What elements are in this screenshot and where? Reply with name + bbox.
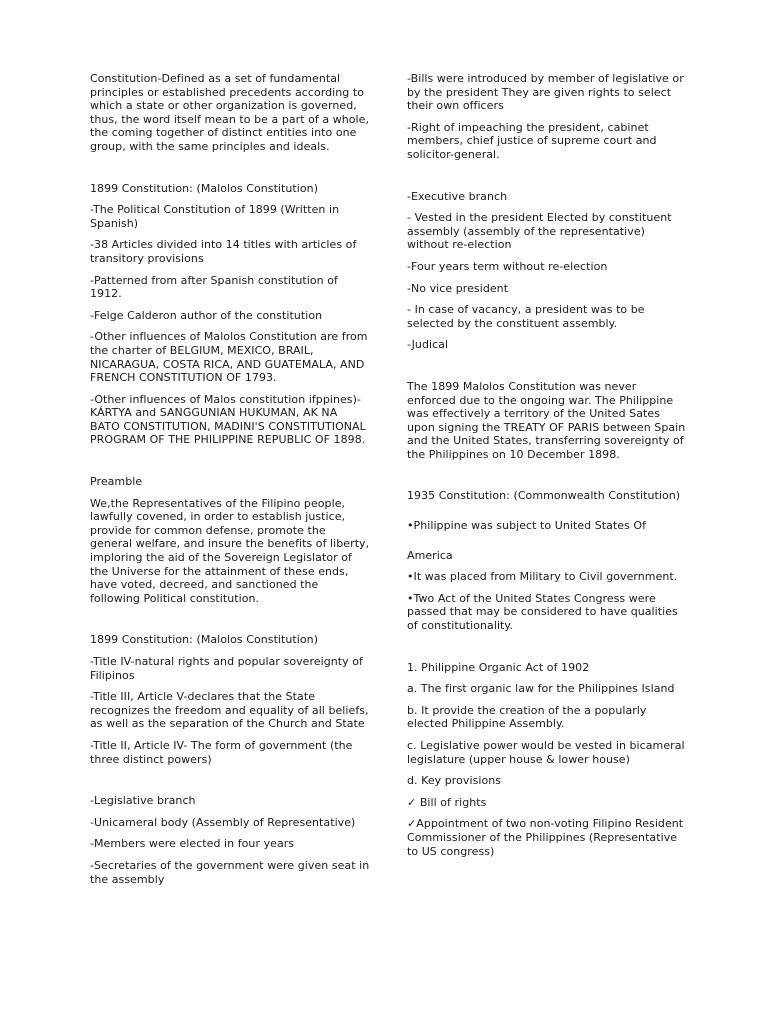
- paragraph-title-iv: -Title IV-natural rights and popular sovereignty of Filipinos: [90, 655, 363, 682]
- paragraph-impeaching: -Right of impeaching the president, cabinet members, chief justice of supreme court and solicitor-general.: [407, 120, 657, 161]
- paragraph-influences: -Other influences of Malolos Constitution are from the charter of BELGIUM, MEXICO, BRAIL, NICARAGUA, COSTA RICA, AND GUATEMALA, AND FRENCH CONSTITUTION OF 1793.: [90, 330, 368, 385]
- paragraph-bills: -Bills were introduced by member of legislative or by the president They are given rights to select their own officers: [407, 72, 684, 113]
- paragraph-vacancy: - In case of vacancy, a president was to be selected by the constituent assembly.: [407, 303, 645, 330]
- constitution-definition: Constitution-Defined as a set of fundamental principles or established precedents according to which a state or other organization is governed, thus, the word itself mean to be a part of a whole, the coming together of distinct entities into one group, with the same principles and ideals.: [90, 72, 370, 153]
- paragraph-patterned: -Patterned from after Spanish constitution of 1912.: [90, 273, 338, 301]
- paragraph-title-iii: -Title III, Article V-declares that the State recognizes the freedom and equality of all beliefs, as well as the separation of the Church and State: [90, 690, 369, 731]
- heading-1935-constitution: 1935 Constitution: (Commonwealth Constitution): [407, 489, 681, 503]
- paragraph-subject-us: •Philippine was subject to United States Of: [407, 519, 647, 533]
- heading-1899-constitution: 1899 Constitution: (Malolos Constitution): [90, 181, 319, 195]
- paragraph-america: America: [407, 548, 453, 562]
- paragraph-four-years-term: -Four years term without re-election: [407, 259, 608, 273]
- paragraph-political-constitution: -The Political Constitution of 1899 (Written in Spanish): [90, 203, 340, 230]
- paragraph-title-ii: -Title II, Article IV- The form of government (the three distinct powers): [90, 738, 353, 766]
- preamble-text: We,the Representatives of the Filipino people, lawfully covened, in order to establish justice, provide for common defense, promote the general welfare, and insure the benefits of liberty, imploring the aid of the Sovereign Legislator of the Universe for the attainment of these ends, have voted, decreed, and sanctioned the following Political constitution.: [90, 496, 370, 605]
- paragraph-judical: -Judical: [407, 338, 449, 352]
- paragraph-military-civil: •It was placed from Military to Civil government.: [407, 570, 678, 584]
- paragraph-item-a: a. The first organic law for the Philippines Island: [407, 682, 675, 696]
- paragraph-two-acts: •Two Act of the United States Congress were passed that may be considered to have qualities of constitutionality.: [407, 591, 678, 633]
- paragraph-author: -Felge Calderon author of the constitution: [90, 308, 323, 322]
- paragraph-never-enforced: The 1899 Malolos Constitution was never enforced due to the ongoing war. The Philippine was effectively a territory of the United Sates upon signing the TREATY OF PARIS between Spain and the United States, transferring sovereignty of the Philippines on 10 December 1898.: [407, 379, 686, 461]
- paragraph-legislative-branch: -Legislative branch: [90, 794, 196, 808]
- left-column: [90, 72, 370, 894]
- paragraph-members-elected: -Members were elected in four years: [90, 837, 295, 851]
- paragraph-influences-2: -Other influences of Malos constitution ifppines)-KÁRTYA and SANGGUNIAN HUKUMAN, AK NA BATO CONSTITUTION, MADINI'S CONSTITUTIONAL PROGRAM OF THE PHILIPPINE REPUBLIC OF 1898.: [90, 392, 366, 447]
- paragraph-unicameral: -Unicameral body (Assembly of Representative): [90, 815, 356, 829]
- paragraph-appointment: ✓Appointment of two non-voting Filipino Resident Commissioner of the Philippines (Representative to US congress): [407, 817, 684, 858]
- paragraph-organic-act: 1. Philippine Organic Act of 1902: [407, 660, 590, 674]
- paragraph-bill-of-rights: ✓ Bill of rights: [407, 795, 487, 809]
- paragraph-item-c: c. Legislative power would be vested in bicameral legislature (upper house & lower house): [407, 739, 685, 766]
- heading-preamble: Preamble: [90, 475, 143, 489]
- paragraph-vested: - Vested in the president Elected by constituent assembly (assembly of the representative) without re-election: [407, 211, 672, 252]
- paragraph-no-vice-president: -No vice president: [407, 281, 509, 295]
- paragraph-38-articles: -38 Articles divided into 14 titles with articles of transitory provisions: [90, 238, 357, 265]
- paragraph-item-b: b. It provide the creation of the a popularly elected Philippine Assembly.: [407, 703, 647, 731]
- right-column: [407, 72, 687, 866]
- paragraph-secretaries: -Secretaries of the government were given seat in the assembly: [90, 858, 370, 886]
- paragraph-item-d: d. Key provisions: [407, 774, 502, 788]
- paragraph-executive-branch: -Executive branch: [407, 189, 508, 203]
- heading-1899-constitution-b: 1899 Constitution: (Malolos Constitution): [90, 633, 319, 647]
